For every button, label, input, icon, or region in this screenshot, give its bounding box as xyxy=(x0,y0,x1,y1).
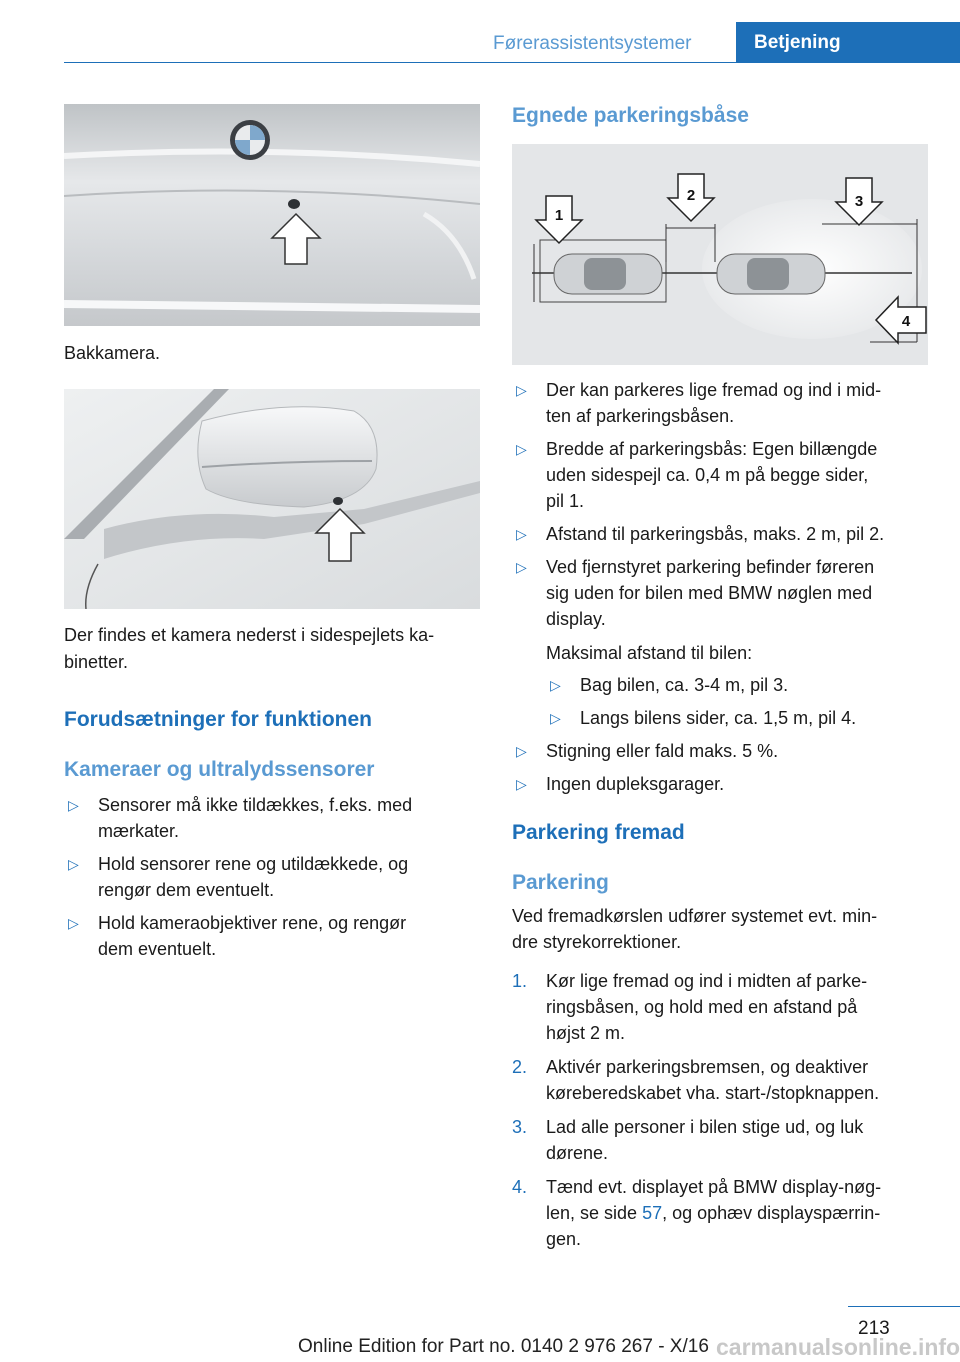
list-item: ▷ Ingen dupleksgarager. xyxy=(512,771,932,797)
page-number: 213 xyxy=(858,1318,890,1339)
list-item: ▷ Der kan parkeres lige fremad og ind i mid- ten af parkeringsbåsen. xyxy=(512,377,932,429)
list-item: ▷ Bredde af parkeringsbås: Egen billængde uden sidespejl ca. 0,4 m på begge sider, pil 1. xyxy=(512,436,932,514)
list-item: ▷ Sensorer må ikke tildækkes, f.eks. med mærkater. xyxy=(64,792,484,844)
diagram-label-4: 4 xyxy=(901,313,911,330)
side-mirror-caption: Der findes et kamera nederst i sidespejlets ka- binetter. xyxy=(64,625,435,672)
list-item: ▷ Stigning eller fald maks. 5 %. xyxy=(512,738,932,764)
header-rule xyxy=(64,62,960,63)
parking-intro-text: Ved fremadkørslen udfører systemet evt. min- dre styrekorrektioner. xyxy=(512,906,878,952)
triangle-bullet-icon: ▷ xyxy=(516,526,527,542)
triangle-bullet-icon: ▷ xyxy=(68,915,79,931)
section-heading-requirements: Forudsætninger for funktionen xyxy=(64,708,372,731)
section-heading-suitable-spaces: Egnede parkeringsbåse xyxy=(512,104,749,127)
list-item: 4. Tænd evt. displayet på BMW display-nøg- len, se side 57, og ophæv displayspærrin- gen. xyxy=(512,1177,882,1249)
footer-rule xyxy=(848,1306,960,1307)
triangle-bullet-icon: ▷ xyxy=(516,776,527,792)
list-item: ▷ Hold kameraobjektiver rene, og rengør dem eventuelt. xyxy=(64,910,484,962)
watermark: carmanualsonline.info xyxy=(716,1334,960,1360)
header-section-title: Førerassistentsystemer xyxy=(493,33,692,54)
diagram-label-1: 1 xyxy=(554,207,564,224)
max-distance-note: Maksimal afstand til bilen: xyxy=(546,643,753,663)
list-item: 2. Aktivér parkeringsbremsen, og deaktiver køreberedskabet vha. start-/stopknappen. xyxy=(512,1057,880,1103)
subheading-parking: Parkering xyxy=(512,871,609,894)
triangle-bullet-icon: ▷ xyxy=(516,559,527,575)
rear-camera-caption: Bakkamera. xyxy=(64,343,161,363)
list-item: ▷ Bag bilen, ca. 3-4 m, pil 3. xyxy=(546,672,932,698)
list-item: ▷ Afstand til parkeringsbås, maks. 2 m, pil 2. xyxy=(512,521,932,547)
distance-sub-list xyxy=(546,672,932,731)
triangle-bullet-icon: ▷ xyxy=(68,856,79,872)
triangle-bullet-icon: ▷ xyxy=(516,441,527,457)
triangle-bullet-icon: ▷ xyxy=(68,797,79,813)
diagram-label-3: 3 xyxy=(854,193,864,210)
parking-space-diagram xyxy=(512,144,928,365)
list-item: 1. Kør lige fremad og ind i midten af parke- ringsbåsen, og hold med en afstand på højst 2 m. xyxy=(512,971,868,1043)
parking-space-bullet-list xyxy=(512,377,932,804)
section-heading-forward-parking: Parkering fremad xyxy=(512,821,685,844)
page-link[interactable]: 57 xyxy=(642,1203,663,1223)
triangle-bullet-icon: ▷ xyxy=(550,710,561,726)
rear-camera-image xyxy=(64,104,480,326)
sensor-bullet-list xyxy=(64,792,484,969)
parking-steps-list xyxy=(512,968,932,1260)
triangle-bullet-icon: ▷ xyxy=(550,677,561,693)
list-item: ▷ Hold sensorer rene og utildækkede, og rengør dem eventuelt. xyxy=(64,851,484,903)
subheading-cameras-sensors: Kameraer og ultralydssensorer xyxy=(64,758,375,781)
edition-footer: Online Edition for Part no. 0140 2 976 267 - X/16 xyxy=(298,1336,709,1357)
diagram-label-2: 2 xyxy=(686,187,696,204)
list-item: ▷ Ved fjernstyret parkering befinder føreren sig uden for bilen med BMW nøglen med display. Maksimal afstand til bilen: ▷ Bag bilen, ca. 3-4 m, pil 3. ▷ Langs bilens sider, ca. 1,5 m, pil 4. xyxy=(512,554,932,731)
triangle-bullet-icon: ▷ xyxy=(516,743,527,759)
list-item: 3. Lad alle personer i bilen stige ud, og luk dørene. xyxy=(512,1117,864,1163)
list-item: ▷ Langs bilens sider, ca. 1,5 m, pil 4. xyxy=(546,705,932,731)
side-mirror-image xyxy=(64,389,480,609)
header-chapter-tab: Betjening xyxy=(736,22,960,62)
triangle-bullet-icon: ▷ xyxy=(516,382,527,398)
